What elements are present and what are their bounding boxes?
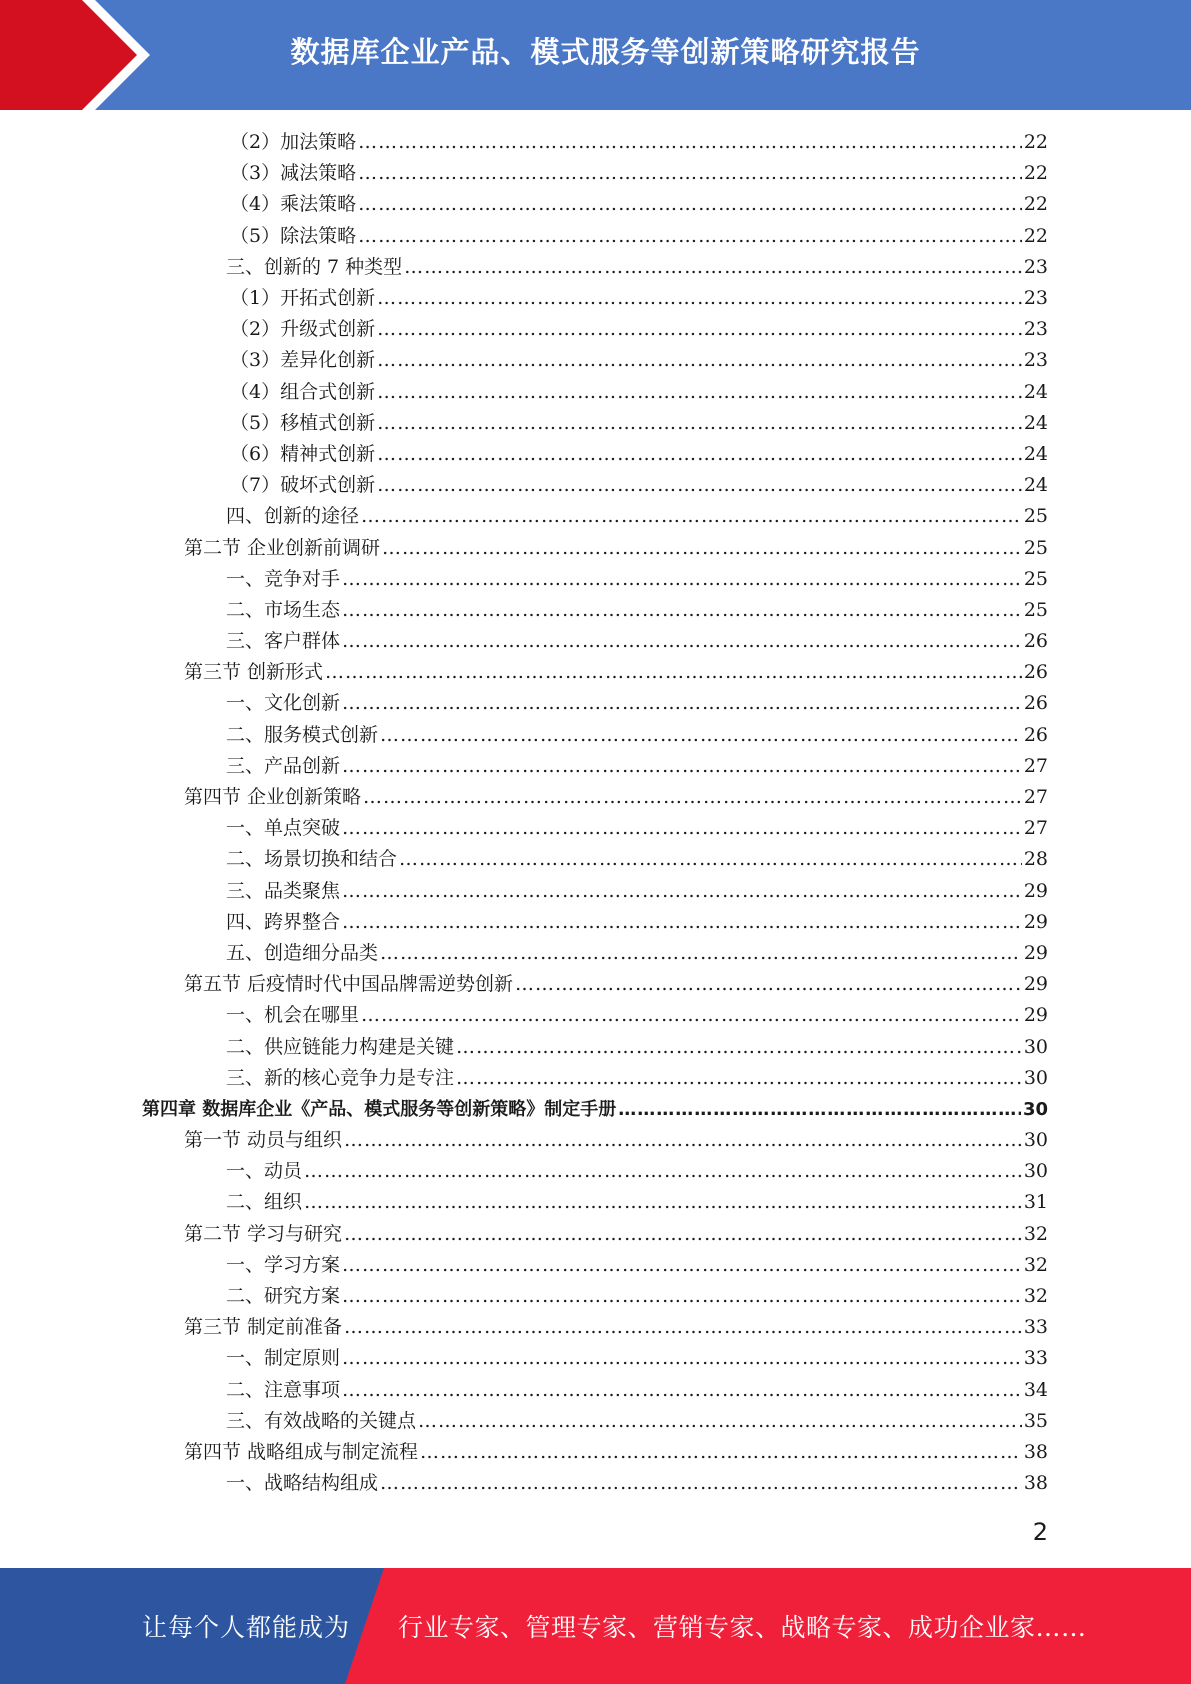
toc-entry-title: （2）升级式创新 (230, 318, 376, 341)
toc-section-entry[interactable] (0, 1312, 1191, 1343)
toc-entry-title: 一、单点突破 (226, 817, 341, 840)
toc-entry-title: 第一节 动员与组织 (184, 1129, 343, 1152)
toc-entry-page: 29 (1023, 941, 1048, 964)
toc-leader-dots (377, 377, 1022, 408)
toc-entry-page: 29 (1023, 910, 1048, 933)
toc-entry-page: 24 (1023, 380, 1048, 403)
toc-entry-page: 25 (1023, 598, 1048, 621)
toc-entry-page: 23 (1023, 287, 1048, 310)
toc-entry-title: 四、跨界整合 (226, 910, 341, 933)
toc-entry-page: 30 (1023, 1129, 1048, 1152)
toc-entry-page: 29 (1023, 973, 1048, 996)
page-header (0, 0, 1191, 110)
toc-leader-dots (418, 1406, 1022, 1437)
toc-entry-title: 一、竞争对手 (226, 567, 341, 590)
toc-entry-title: 三、有效战略的关键点 (226, 1409, 417, 1432)
toc-entry-page: 22 (1023, 131, 1048, 154)
toc-subsection-entry[interactable] (0, 1343, 1191, 1374)
toc-subsection-entry[interactable] (0, 1156, 1191, 1187)
toc-entry-page: 27 (1023, 786, 1048, 809)
toc-entry-page: 24 (1023, 411, 1048, 434)
toc-subsection-entry[interactable] (0, 1281, 1191, 1312)
toc-leader-dots (377, 345, 1022, 376)
toc-subsection-entry[interactable] (0, 751, 1191, 782)
toc-entry-page: 30 (1022, 1098, 1048, 1120)
toc-subsection-entry[interactable] (0, 377, 1191, 408)
toc-subsection-entry[interactable] (0, 813, 1191, 844)
toc-entry-title: 第二节 学习与研究 (184, 1222, 343, 1245)
toc-subsection-entry[interactable] (0, 1375, 1191, 1406)
toc-subsection-entry[interactable] (0, 1000, 1191, 1031)
toc-entry-page: 27 (1023, 754, 1048, 777)
toc-subsection-entry[interactable] (0, 283, 1191, 314)
toc-leader-dots (342, 564, 1022, 595)
toc-section-entry[interactable] (0, 1219, 1191, 1250)
toc-section-entry[interactable] (0, 657, 1191, 688)
toc-entry-page: 22 (1023, 224, 1048, 247)
toc-entry-title: （3）差异化创新 (230, 349, 376, 372)
toc-entry-title: 第四章 数据库企业《产品、模式服务等创新策略》制定手册 (142, 1098, 617, 1120)
toc-entry-title: （3）减法策略 (230, 162, 357, 185)
toc-leader-dots (380, 1468, 1022, 1499)
footer-slogan-left: 让每个人都能成为 (142, 1613, 351, 1642)
toc-entry-page: 30 (1023, 1066, 1048, 1089)
toc-entry-page: 32 (1023, 1222, 1048, 1245)
toc-entry-title: 二、市场生态 (226, 598, 341, 621)
toc-entry-title: 第二节 企业创新前调研 (184, 536, 381, 559)
toc-leader-dots (342, 1250, 1022, 1281)
toc-leader-dots (342, 595, 1022, 626)
toc-leader-dots (361, 501, 1022, 532)
toc-leader-dots (344, 1219, 1022, 1250)
toc-entry-title: 第五节 后疫情时代中国品牌需逆势创新 (184, 973, 514, 996)
toc-entry-page: 29 (1023, 879, 1048, 902)
toc-leader-dots (456, 1032, 1022, 1063)
toc-entry-page: 23 (1023, 349, 1048, 372)
toc-entry-title: 二、研究方案 (226, 1285, 341, 1308)
toc-leader-dots (377, 470, 1022, 501)
toc-leader-dots (358, 189, 1022, 220)
toc-entry-page: 32 (1023, 1285, 1048, 1308)
toc-subsection-entry[interactable] (0, 252, 1191, 283)
toc-leader-dots (304, 1187, 1022, 1218)
toc-entry-title: （4）乘法策略 (230, 193, 357, 216)
toc-subsection-entry[interactable] (0, 1468, 1191, 1499)
toc-entry-page: 26 (1023, 692, 1048, 715)
toc-entry-title: （4）组合式创新 (230, 380, 376, 403)
toc-entry-page: 35 (1023, 1409, 1048, 1432)
toc-leader-dots (342, 1375, 1022, 1406)
toc-entry-title: 一、机会在哪里 (226, 1004, 360, 1027)
toc-entry-page: 26 (1023, 661, 1048, 684)
toc-leader-dots (363, 782, 1022, 813)
toc-subsection-entry[interactable] (0, 314, 1191, 345)
toc-entry-title: 三、创新的 7 种类型 (226, 255, 403, 278)
toc-subsection-entry[interactable] (0, 1031, 1191, 1062)
toc-subsection-entry[interactable] (0, 127, 1191, 158)
toc-entry-title: （7）破坏式创新 (230, 474, 376, 497)
toc-leader-dots (618, 1094, 1021, 1125)
toc-entry-page: 30 (1023, 1160, 1048, 1183)
toc-subsection-entry[interactable] (0, 189, 1191, 220)
toc-leader-dots (377, 439, 1022, 470)
toc-leader-dots (342, 626, 1022, 657)
toc-entry-page: 31 (1023, 1191, 1048, 1214)
toc-subsection-entry[interactable] (0, 1187, 1191, 1218)
toc-leader-dots (377, 283, 1022, 314)
toc-subsection-entry[interactable] (0, 564, 1191, 595)
toc-entry-page: 24 (1023, 442, 1048, 465)
toc-entry-title: （1）开拓式创新 (230, 287, 376, 310)
toc-leader-dots (342, 751, 1022, 782)
toc-section-entry[interactable] (0, 1437, 1191, 1468)
toc-subsection-entry[interactable] (0, 720, 1191, 751)
table-of-contents (0, 127, 1191, 1499)
toc-leader-dots (399, 844, 1022, 875)
toc-entry-title: （6）精神式创新 (230, 442, 376, 465)
toc-entry-title: 三、客户群体 (226, 630, 341, 653)
toc-entry-page: 33 (1023, 1347, 1048, 1370)
toc-subsection-entry[interactable] (0, 470, 1191, 501)
toc-entry-page: 26 (1023, 630, 1048, 653)
toc-leader-dots (342, 876, 1022, 907)
toc-entry-title: 第三节 创新形式 (184, 661, 324, 684)
toc-entry-title: 三、产品创新 (226, 754, 341, 777)
toc-chapter-entry[interactable] (0, 1094, 1191, 1125)
toc-entry-page: 22 (1023, 162, 1048, 185)
toc-entry-page: 25 (1023, 536, 1048, 559)
toc-section-entry[interactable] (0, 782, 1191, 813)
toc-entry-page: 26 (1023, 723, 1048, 746)
toc-leader-dots (377, 314, 1022, 345)
toc-leader-dots (358, 127, 1022, 158)
toc-leader-dots (456, 1063, 1022, 1094)
toc-entry-title: （5）移植式创新 (230, 411, 376, 434)
toc-entry-page: 25 (1023, 505, 1048, 528)
toc-entry-title: 第四节 战略组成与制定流程 (184, 1440, 419, 1463)
toc-entry-page: 33 (1023, 1316, 1048, 1339)
toc-subsection-entry[interactable] (0, 1406, 1191, 1437)
toc-leader-dots (325, 657, 1022, 688)
toc-entry-title: 三、新的核心竞争力是专注 (226, 1066, 455, 1089)
toc-entry-page: 27 (1023, 817, 1048, 840)
toc-leader-dots (342, 813, 1022, 844)
page-footer (0, 1568, 1191, 1684)
toc-entry-title: 第四节 企业创新策略 (184, 786, 362, 809)
toc-leader-dots (358, 221, 1022, 252)
toc-section-entry[interactable] (0, 1125, 1191, 1156)
toc-entry-title: 五、创造细分品类 (226, 941, 379, 964)
toc-subsection-entry[interactable] (0, 626, 1191, 657)
toc-entry-title: 第三节 制定前准备 (184, 1316, 343, 1339)
toc-subsection-entry[interactable] (0, 501, 1191, 532)
toc-subsection-entry[interactable] (0, 938, 1191, 969)
toc-entry-page: 34 (1023, 1378, 1048, 1401)
toc-leader-dots (361, 1000, 1022, 1031)
toc-subsection-entry[interactable] (0, 439, 1191, 470)
toc-entry-title: 二、场景切换和结合 (226, 848, 398, 871)
toc-entry-title: 二、组织 (226, 1191, 303, 1214)
toc-subsection-entry[interactable] (0, 158, 1191, 189)
toc-subsection-entry[interactable] (0, 408, 1191, 439)
toc-leader-dots (380, 720, 1022, 751)
toc-entry-title: （2）加法策略 (230, 131, 357, 154)
toc-entry-title: 一、文化创新 (226, 692, 341, 715)
toc-leader-dots (342, 1343, 1022, 1374)
toc-leader-dots (344, 1312, 1022, 1343)
toc-leader-dots (344, 1125, 1022, 1156)
toc-entry-page: 38 (1023, 1440, 1048, 1463)
toc-subsection-entry[interactable] (0, 844, 1191, 875)
document-title: 数据库企业产品、模式服务等创新策略研究报告 (290, 34, 921, 69)
toc-leader-dots (342, 907, 1022, 938)
toc-leader-dots (358, 158, 1022, 189)
toc-subsection-entry[interactable] (0, 876, 1191, 907)
toc-entry-page: 23 (1023, 318, 1048, 341)
toc-entry-title: 一、战略结构组成 (226, 1472, 379, 1495)
toc-subsection-entry[interactable] (0, 1250, 1191, 1281)
toc-entry-page: 22 (1023, 193, 1048, 216)
toc-entry-title: 二、供应链能力构建是关键 (226, 1035, 455, 1058)
footer-slogan-right: 行业专家、管理专家、营销专家、战略专家、成功企业家…… (398, 1613, 1087, 1642)
toc-subsection-entry[interactable] (0, 595, 1191, 626)
toc-entry-page: 30 (1023, 1035, 1048, 1058)
toc-leader-dots (304, 1156, 1022, 1187)
toc-entry-page: 28 (1023, 848, 1048, 871)
toc-leader-dots (382, 533, 1022, 564)
toc-leader-dots (404, 252, 1022, 283)
toc-leader-dots (342, 688, 1022, 719)
toc-leader-dots (515, 969, 1022, 1000)
toc-leader-dots (420, 1437, 1022, 1468)
toc-entry-page: 25 (1023, 567, 1048, 590)
toc-subsection-entry[interactable] (0, 345, 1191, 376)
toc-entry-title: 一、制定原则 (226, 1347, 341, 1370)
toc-leader-dots (377, 408, 1022, 439)
toc-entry-title: 三、品类聚焦 (226, 879, 341, 902)
toc-entry-title: 二、服务模式创新 (226, 723, 379, 746)
toc-entry-page: 24 (1023, 474, 1048, 497)
toc-section-entry[interactable] (0, 969, 1191, 1000)
toc-subsection-entry[interactable] (0, 1063, 1191, 1094)
toc-subsection-entry[interactable] (0, 688, 1191, 719)
toc-entry-title: 四、创新的途径 (226, 505, 360, 528)
toc-entry-title: （5）除法策略 (230, 224, 357, 247)
toc-subsection-entry[interactable] (0, 221, 1191, 252)
toc-leader-dots (380, 938, 1022, 969)
toc-section-entry[interactable] (0, 532, 1191, 563)
toc-entry-title: 一、动员 (226, 1160, 303, 1183)
page-number: 2 (1032, 1518, 1048, 1546)
toc-entry-title: 一、学习方案 (226, 1253, 341, 1276)
toc-subsection-entry[interactable] (0, 907, 1191, 938)
toc-entry-page: 23 (1023, 255, 1048, 278)
toc-leader-dots (342, 1281, 1022, 1312)
toc-entry-page: 38 (1023, 1472, 1048, 1495)
toc-entry-page: 32 (1023, 1253, 1048, 1276)
toc-entry-title: 二、注意事项 (226, 1378, 341, 1401)
toc-entry-page: 29 (1023, 1004, 1048, 1027)
